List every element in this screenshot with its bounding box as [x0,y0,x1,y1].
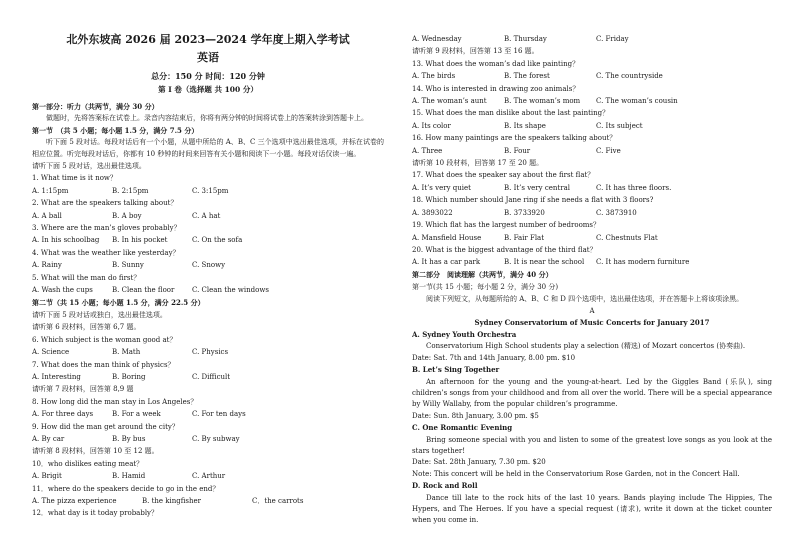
option-a[interactable]: A. By car [32,434,65,443]
option-b[interactable]: B. 3733920 [504,208,545,217]
question-text: 5. What will the man do first？ [32,273,141,282]
passage-section-b [412,364,772,422]
option-a[interactable]: A. Brigit [32,472,62,481]
question-options [32,495,384,507]
option-a[interactable]: A. Its color [412,121,451,130]
question-options [32,185,384,197]
section-heading: A. Sydney Youth Orchestra [412,329,517,339]
question-text: 6. Which subject is the woman good at？ [32,335,177,344]
option-b[interactable]: B. The woman’s mom [504,97,581,106]
option-c[interactable]: C. It has three floors. [596,183,672,192]
passage-section-c [412,422,772,480]
reading-sec1-title: 第一节(共 15 小题；每小题 2 分，满分 30 分) [412,283,559,292]
option-c[interactable]: C. On the sofa [192,236,243,245]
option-c[interactable]: C. 3:15pm [192,186,229,195]
question-options [32,259,384,271]
option-b[interactable]: B. It is near the school [504,258,585,267]
listening-sec1-intro: 听下面 5 段对话。每段对话后有一个小题，从题中所给的 A、B、C 三个选项中选出最佳选项，并标在试卷的相应位置。听完每段对话后，你都有 10 秒钟的时间来回答有关小题和阅读下一小题。每段对话仅读一遍。 [32,138,384,158]
question-8 [32,396,384,421]
option-b[interactable]: B. Thursday [504,35,547,43]
question-2 [32,197,384,222]
passage-title: Sydney Conservatorium of Music Concerts for January 2017 [474,317,710,327]
question-options [412,145,772,157]
section-heading: B. Let’s Sing Together [412,365,500,375]
question-options [32,346,384,358]
section-note: Note: This concert will be held in the Conservatorium Rose Garden, not in the Concert Hall. [412,469,740,478]
option-b[interactable]: B. Fair Flat [504,233,545,242]
question-options [32,234,384,246]
material-note: 请听第 10 段材料，回答第 17 至 20 题。 [412,159,544,168]
exam-header [32,33,384,95]
option-a[interactable]: A. Science [32,348,70,357]
option-b[interactable]: B. Its shape [504,121,546,130]
question-options [412,207,772,219]
listening-sec2-instruction: 请听下面 5 段对话或独白，选出最佳选项。 [32,310,167,319]
left-column [32,0,384,520]
option-c[interactable]: C. Snowy [192,261,226,270]
option-a[interactable]: A. 1:15pm [32,186,69,195]
question-options [412,256,772,268]
question-text: 9. How did the man get around the city？ [32,422,179,431]
passage-section-a [412,329,772,364]
question-text: 16. How many paintings are the speakers talking about？ [412,134,617,143]
option-a[interactable]: A. In his schoolbag [32,236,100,245]
question-options [32,433,384,445]
option-c[interactable]: C. Friday [596,35,629,43]
listening-sec1-instruction: 请听下面 5 段对话，选出最佳选项。 [32,162,146,171]
option-a[interactable]: A. The pizza experience [32,497,117,505]
option-b[interactable]: B. In his pocket [112,236,168,245]
question-text: 1. What time is it now？ [32,174,117,183]
question-options [32,470,384,482]
question-4 [32,247,384,272]
option-a[interactable]: A. A ball [32,211,62,220]
option-a[interactable]: A. Rainy [32,261,62,270]
option-b[interactable]: B. Boring [112,372,146,381]
question-18 [412,194,772,219]
question-5 [32,272,384,297]
question-text: 19. Which flat has the largest number of bedrooms？ [412,221,601,230]
option-c[interactable]: C. Chestnuts Flat [596,233,658,242]
section-body: Dance till late to the rock hits of the last 10 years. Bands playing include The Hippies, The Hypers, and The Heroes. If you have a special request (请求), write it down at the ticket counter when you come in. [412,493,772,525]
option-b[interactable]: B. Math [112,348,141,357]
option-b[interactable]: B. 2:15pm [112,186,149,195]
option-c[interactable]: C．the carrots [252,497,304,505]
question-text: 8. How long did the man stay in Los Angeles？ [32,397,198,406]
option-b[interactable]: B. the kingfisher [142,497,202,505]
question-options [32,284,384,296]
material-note: 请听第 9 段材料，回答第 13 至 16 题。 [412,47,539,56]
option-a[interactable]: A. 3893022 [412,208,453,217]
listening-sec2-title: 第二节（共 15 小题；每小题 1.5 分，满分 22.5 分） [32,297,205,307]
option-a[interactable]: A. Wednesday [412,35,462,43]
material-note: 请听第 7 段材料，回答第 8,9 题 [32,385,134,394]
question-text: 15. What does the man dislike about the last painting？ [412,109,610,118]
option-c[interactable]: C. Physics [192,348,229,357]
question-options [32,371,384,383]
question-options [412,70,772,82]
question-13 [412,58,772,83]
question-text: 17. What does the speaker say about the first flat？ [412,171,595,180]
option-b[interactable]: B. The forest [504,72,550,81]
material-note: 请听第 8 段材料，回答第 10 至 12 题。 [32,447,159,456]
reading-part-title: 第二部分 阅读理解（共两节，满分 40 分） [412,269,553,279]
option-b[interactable]: B. A boy [112,211,142,220]
question-options [32,408,384,420]
question-10 [32,458,384,483]
question-3 [32,222,384,247]
question-options [412,95,772,107]
section-body: Conservatorium High School students play a selection (精选) of Mozart concertos (协奏曲). [426,342,746,351]
question-options [412,120,772,132]
question-15 [412,107,772,132]
listening-intro: 做题时，先将答案标在试卷上。录音内容结束后，你将有两分钟的时间将试卷上的答案转涂到答题卡上。 [46,114,368,123]
reading-sec1-intro: 阅读下列短文，从每题所给的 A、B、C 和 D 四个选项中，选出最佳选项，并在答题卡上将该项涂黑。 [426,294,744,303]
question-text: 4. What was the weather like yesterday？ [32,248,180,257]
question-20 [412,244,772,269]
exam-title: 北外东坡高 2026 届 2023—2024 学年度上期入学考试 [66,33,350,46]
question-11 [32,483,384,508]
option-c[interactable]: C. The woman’s cousin [596,97,678,106]
option-c[interactable]: C. Difficult [192,372,231,381]
question-text: 3. Where are the man’s gloves probably？ [32,224,181,233]
section-date: Date: Sat. 7th and 14th January, 8.00 pm. $10 [412,353,576,362]
option-c[interactable]: C. By subway [192,434,240,443]
question-text: 7. What does the man think of physics？ [32,360,175,369]
question-text: 13. What does the woman’s dad like painting？ [412,59,580,68]
option-c[interactable]: C. A hat [192,211,221,220]
option-c[interactable]: C. Its subject [596,121,643,130]
option-c[interactable]: C. It has modern furniture [596,258,690,267]
section-date: Date: Sun. 8th January, 3.00 pm. $5 [412,411,539,420]
option-b[interactable]: B. Hamid [112,472,146,481]
option-c[interactable]: C. Arthur [192,472,226,481]
option-c[interactable]: C. The countryside [596,72,663,81]
question-19 [412,219,772,244]
option-c[interactable]: C. For ten days [192,410,246,419]
option-a[interactable]: A. Mansfield House [412,233,482,242]
question-options [32,210,384,222]
question-options [412,232,772,244]
question-6 [32,334,384,359]
question-text: 2. What are the speakers talking about？ [32,199,178,208]
question-17 [412,169,772,194]
question-options [412,182,772,194]
question-16 [412,132,772,157]
question-7 [32,359,384,384]
listening-part-title: 第一部分：听力（共两节，满分 30 分） [32,102,159,111]
option-a[interactable]: A. Three [412,146,443,155]
option-b[interactable]: B. It’s very central [504,183,570,192]
section-date: Date: Sat. 28th January, 7.30 pm. $20 [412,458,546,467]
option-a[interactable]: A. It has a car park [412,258,481,267]
question-14 [412,83,772,108]
option-a[interactable]: A. The birds [412,72,456,81]
option-b[interactable]: B. Four [504,146,531,155]
question-text: 11．where do the speakers decide to go in the end？ [32,484,220,493]
option-b[interactable]: B. Sunny [112,261,144,270]
option-a[interactable]: A. The woman’s aunt [412,97,487,106]
material-note: 请听第 6 段材料，回答第 6,7 题。 [32,323,141,332]
question-text: 10．who dislikes eating meat？ [32,459,144,468]
passage-label: A [589,306,595,315]
section-body: Bring someone special with you and listen to some of the greatest love songs as you look at the stars together! [412,435,772,455]
question-text: 14. Who is interested in drawing zoo animals？ [412,84,580,93]
listening-sec1-title: 第一节 （共 5 小题；每小题 1.5 分，满分 7.5 分） [32,125,199,135]
exam-meta: 总分：150 分 时间：120 分钟 [151,71,265,81]
exam-subject: 英语 [197,51,219,64]
question-text: 20. What is the biggest advantage of the third flat？ [412,245,597,254]
option-b[interactable]: B. For a week [112,410,161,419]
right-column [412,33,772,527]
option-a[interactable]: A. Interesting [32,372,81,381]
question-9 [32,421,384,446]
section-heading: D. Rock and Roll [412,481,478,491]
question-text: 18. Which number should Jane ring if she needs a flat with 3 floors? [412,196,654,205]
option-a[interactable]: A. It’s very quiet [412,183,471,192]
section-heading: C. One Romantic Evening [412,423,513,433]
question-12-text: 12．what day is it today probably？ [32,509,159,518]
option-c[interactable]: C. Clean the windows [192,286,269,295]
question-1 [32,172,384,197]
option-c[interactable]: C. Five [596,146,621,155]
option-b[interactable]: B. Clean the floor [112,286,175,295]
passage-section-d [412,480,772,527]
option-a[interactable]: A. For three days [32,410,94,419]
option-a[interactable]: A. Wash the cups [32,286,93,295]
option-b[interactable]: B. By bus [112,434,146,443]
exam-volume: 第 I 卷（选择题 共 100 分） [158,85,258,94]
option-c[interactable]: C. 3873910 [596,208,637,217]
section-body: An afternoon for the young and the young-at-heart. Led by the Giggles Band (乐队), sing children’s songs from your childhood and from all over the world. There will be a special appearance by Willy Wallaby, from the popular children’s programme. [412,377,772,409]
question-12-options [412,33,772,45]
